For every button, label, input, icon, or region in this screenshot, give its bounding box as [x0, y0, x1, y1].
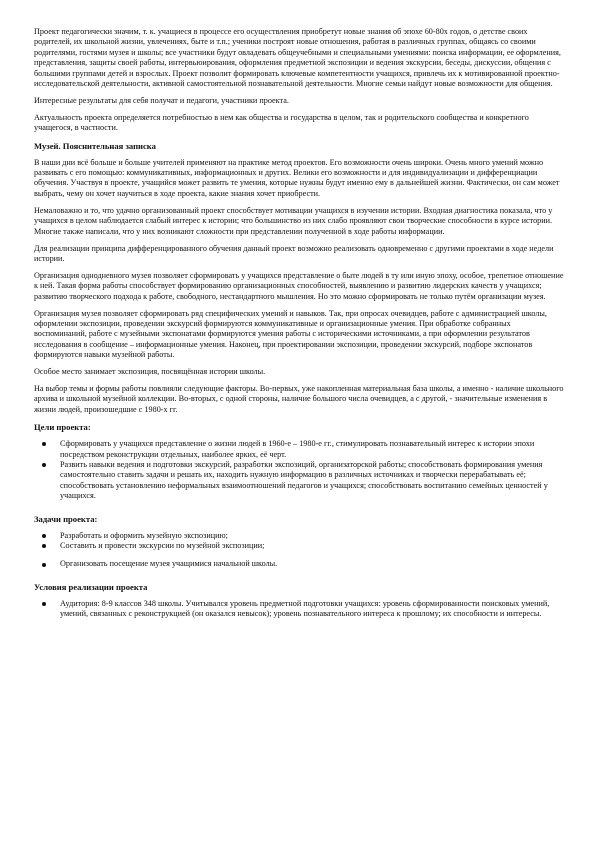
museum-heading: Музей. Пояснительная записка — [34, 140, 156, 151]
goals-list-item — [34, 460, 564, 502]
goals-heading: Цели проекта: — [34, 422, 91, 433]
intro-paragraph-1: Проект педагогически значим, т. к. учащиеся в процессе его осуществления приобретут новые знания об эпохе 60-80х годов, о детстве своих родителей, их школьной жизни, увлечениях, быте и т.п.; ученики построят новые отношения, работая в различных группах, общаясь со своими родителями, гостями музея и школы; все участники будут овладевать общеучебными и специальными умениями: поиска информации, ее оформления, представления, защиты своей работы, интервьюирования, оформления предметной экспозиции и ведения экскурсии, беседы, дискуссии, общения с большими группами детей и взрослых. Проект позволит формировать ключевые компетентности учащихся, привлечь их к мотивированной проектно-исследовательской деятельности, активной самостоятельной познавательной деятельности. Многие семьи найдут новые возможности для общения. — [34, 27, 561, 89]
bullet-icon — [42, 534, 46, 538]
tasks-list-item — [34, 531, 564, 541]
tasks-item-text: Разработать и оформить музейную экспозицию; — [60, 530, 228, 540]
bullet-icon — [42, 602, 46, 606]
bullet-icon — [42, 463, 46, 467]
museum-paragraph-3: Для реализации принципа дифференцированного обучения данный проект возможно реализовать одновременно с другими проектами в ходе недели истории. — [34, 243, 554, 263]
conditions-list-item — [34, 599, 564, 620]
bullet-icon — [42, 442, 46, 446]
tasks-heading: Задачи проекта: — [34, 513, 98, 524]
museum-paragraph-5: Организация музея позволяет сформировать ряд специфических умений и навыков. Так, при опросах очевидцев, работе с администрацией школы, оформлении экспозиции, проведении экскурсий формируются коммуникативные и организационные умения. При обработке собранных воспоминаний, работе с музейными экспонатами формируются умения работы с историческими источниками, а при оформлении результатов исследования в сообщение – информационные умения. Наконец, при проектировании экспозиции, проведении экскурсий, подборе экспонатов формируются навыки музейной работы. — [34, 308, 547, 360]
museum-paragraph-4: Организация однодневного музея позволяет сформировать у учащихся представление о быте людей в ту или иную эпоху, особое, трепетное отношение к ней. Такая форма работы способствует формированию организационных способностей, выявлению и развитию лидерских качеств у учащихся; развитию творческого подхода к работе, свободного, нестандартного мышления. Но это можно сформировать не только путём организации музея. — [34, 270, 564, 301]
tasks-item-text: Составить и провести экскурсии по музейной экспозиции; — [60, 541, 265, 551]
tasks-list-item — [34, 541, 564, 551]
museum-paragraph-6: Особое место занимает экспозиция, посвящённая истории школы. — [34, 367, 266, 377]
goals-list-item — [34, 439, 564, 460]
goals-list — [34, 439, 564, 501]
intro-paragraph-3: Актуальность проекта определяется потребностью в нем как общества и государства в целом, так и родительского сообщества и конкретного учащегося, в частности. — [34, 112, 529, 133]
museum-paragraph-7: На выбор темы и формы работы повлияли следующие факторы. Во-первых, уже накопленная материальная база школы, а именно - наличие школьного архива и школьной музейной коллекции. Во-вторых, с одной стороны, наличие большого числа очевидцев, а с другой, - значительные изменения в жизни людей, произошедшие с 1980-х гг. — [34, 383, 564, 414]
conditions-heading: Условия реализации проекта — [34, 581, 148, 592]
tasks-list-item — [34, 559, 564, 569]
bullet-icon — [42, 544, 46, 548]
intro-paragraph-2: Интересные результаты для себя получат и педагоги, участники проекта. — [34, 95, 289, 105]
goals-item-text: Сформировать у учащихся представление о жизни людей в 1960-е – 1980-е гг., стимулировать познавательный интерес к истории эпохи посредством реконструкции отдельных, наиболее ярких, её черт. — [60, 439, 535, 459]
document-body — [34, 27, 564, 620]
conditions-list — [34, 599, 564, 620]
goals-item-text: Развить навыки ведения и подготовки экскурсий, разработки экспозиций, организаторской работы; способствовать формирования умения самостоятельно ставить задачи и решать их, находить нужную информацию в различных источниках и творчески перерабатывать её; способствовать установлению неформальных взаимоотношений педагогов и учащихся; способствовать воспитанию семейных ценностей у учащихся. — [60, 460, 548, 501]
tasks-list — [34, 531, 564, 570]
tasks-item-text: Организовать посещение музея учащимися начальной школы. — [60, 559, 278, 569]
bullet-icon — [42, 563, 46, 567]
museum-paragraph-1: В наши дни всё больше и больше учителей применяют на практике метод проектов. Его возможности очень широки. Очень много умений можно развивать с его помощью: коммуникативных, информационных и других. Велики его возможности и для индивидуализации и дифференциации обучения. Участвуя в проекте, учащийся может развить те умения, которые нужны будут именно ему в дальнейшей жизни. Фактически, он сам может выбрать, чему он хочет научиться в ходе проекта, какие знания хочет приобрести. — [34, 157, 560, 198]
museum-paragraph-2: Немаловажно и то, что удачно организованный проект способствует мотивации учащихся в изучении истории. Входная диагностика показала, что у учащихся в целом наблюдается слабый интерес к истории; что большинство из них слабо проявляют свои творческие способности в курсе истории. Многие также написали, что у них возникают сложности при представлении полученной в ходе работы информации. — [34, 205, 553, 236]
conditions-item-text: Аудитория: 8-9 классов 348 школы. Учитывался уровень предметной подготовки учащихся: уровень сформированности поисковых умений, умений, связанных с реконструкцией (он оказался невысок); уровень познавательного интереса к прошлому; их способности и интересы. — [60, 598, 550, 619]
